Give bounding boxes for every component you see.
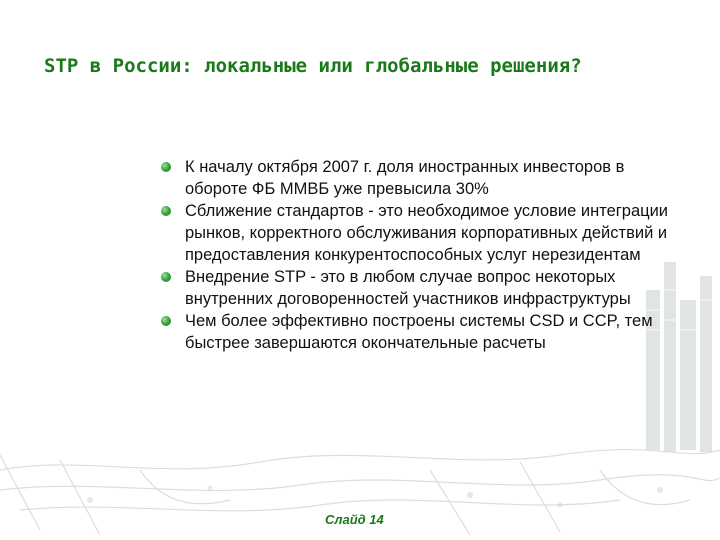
slide-title: STP в России: локальные или глобальные решения?	[44, 55, 582, 77]
green-ball-bullet-icon	[161, 316, 171, 326]
bullet-text: К началу октября 2007 г. доля иностранных инвесторов в обороте ФБ ММВБ уже превысила 30%	[185, 158, 625, 198]
bullet-list	[158, 156, 678, 354]
bullet-item	[158, 200, 678, 266]
bullet-item	[158, 266, 678, 310]
bullet-item	[158, 156, 678, 200]
bullet-item	[158, 310, 678, 354]
bullet-text: Внедрение STP - это в любом случае вопрос некоторых внутренних договоренностей участников инфраструктуры	[185, 268, 631, 308]
bullet-text: Сближение стандартов - это необходимое условие интеграции рынков, корректного обслуживания корпоративных действий и предоставления конкурентоспособных услуг нерезидентам	[185, 202, 669, 264]
green-ball-bullet-icon	[161, 162, 171, 172]
green-ball-bullet-icon	[161, 206, 171, 216]
slide-number: Слайд 14	[325, 512, 384, 527]
bullet-text: Чем более эффективно построены системы CSD и CCP, тем быстрее завершаются окончательные расчеты	[185, 312, 653, 352]
green-ball-bullet-icon	[161, 272, 171, 282]
